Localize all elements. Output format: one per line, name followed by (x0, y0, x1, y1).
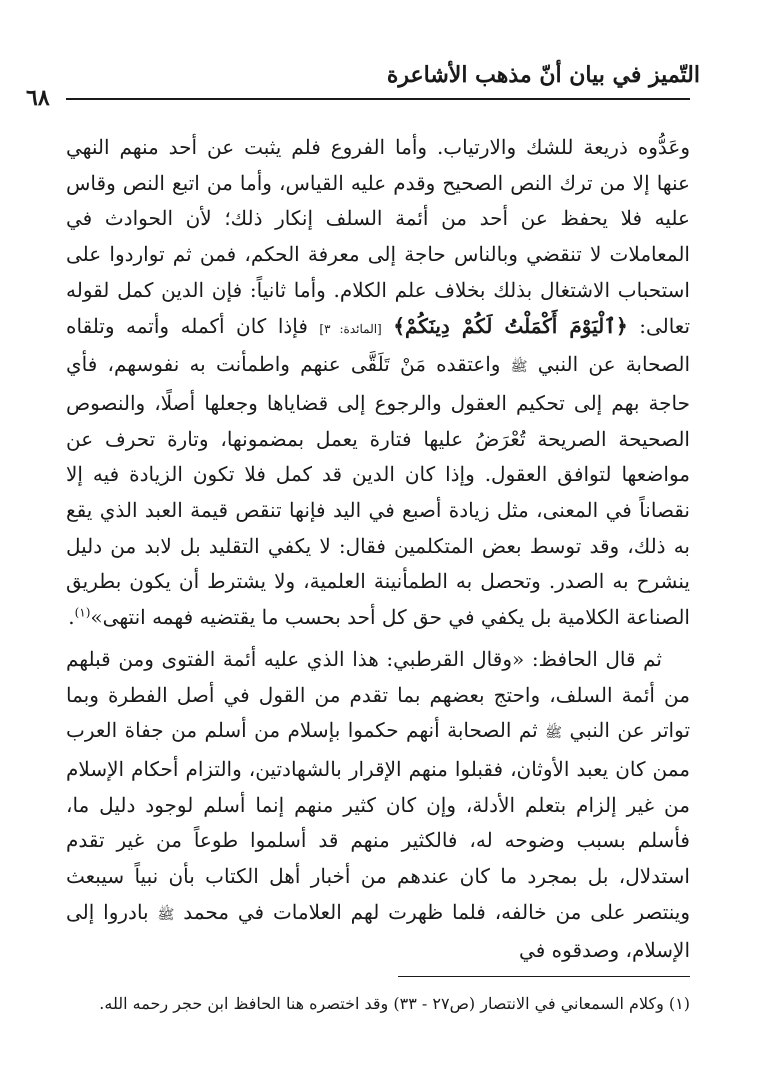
paragraph-1-text-b: فإذا كان أكمله وأتمه وتلقاه الصحابة عن النبي (66, 313, 690, 377)
quran-verse: ﴿ٱلْيَوْمَ أَكْمَلْتُ لَكُمْ دِينَكُمْ﴾ (393, 313, 628, 338)
footnote-rule (398, 976, 690, 977)
paragraph-2-text-b: ثم الصحابة أنهم حكموا بإسلام من أسلم من جفاة العرب ممن كان يعبد الأوثان، فقبلوا منهم الإقرار بالشهادتين، والتزام أحكام الإسلام من غير إلزام بتعلم الأدلة، وإن كان كثير منهم إنما أسلم لوجود دليل ما، فأسلم بسبب وضوحه له، فالكثير منهم قد أسلموا طوعاً من غير تقدم استدلال، بل بمجرد ما كان عندهم من أخبار أهل الكتاب بأن نبياً سيبعث وينتصر على من خالفه، فلما ظهرت لهم العلامات في محمد (66, 718, 691, 924)
footnote-end: . (99, 994, 105, 1013)
header-rule (66, 98, 690, 100)
paragraph-2-text-a: ثم قال الحافظ: «وقال القرطبي: هذا الذي عليه أئمة الفتوى ومن قبلهم من أئمة السلف، واحتج بعضهم بما تقدم من القول في أصل الفطرة وبما تواتر عن النبي (66, 646, 691, 743)
footnote-honorific: رحمه الله (104, 994, 169, 1013)
paragraph-1-end: . (68, 605, 75, 630)
footnote-reference[interactable]: (١) (74, 605, 91, 620)
salutation-symbol: ﷺ (157, 906, 175, 923)
paragraph-1 (66, 130, 690, 636)
paragraph-2 (66, 642, 690, 969)
salutation-symbol: ﷺ (545, 725, 563, 742)
paragraph-2-text-c: بادروا إلى الإسلام، وصدقوه في (66, 899, 690, 963)
footnote-text: (١) وكلام السمعاني في الانتصار (ص٢٧ - ٣٣) وقد اختصره هنا الحافظ ابن حجر (173, 994, 690, 1013)
main-text (66, 130, 690, 969)
footnote (66, 992, 690, 1016)
verse-citation: [المائدة: ٣] (319, 321, 382, 336)
paragraph-1-text-c: واعتقده مَنْ تَلَقَّى عنهم واطمأنت به نفوسهم، فأي حاجة بهم إلى تحكيم العقول والرجوع إلى قضاياها وجعلها أصلًا، والنصوص الصحيحة الصريحة تُعْرَضُ عليها فتارة يعمل بمضمونها، وتارة تحرف عن مواضعها لتوافق العقول. وإذا كان الدين قد كمل فلا تكون الزيادة فيه إلا نقصاناً في المعنى، مثل زيادة أصبع في اليد فإنها تنقص قيمة العبد الذي يقع به ذلك، وقد توسط بعض المتكلمين فقال: لا يكفي التقليد بل لابد من دليل ينشرح به الصدر. وتحصل به الطمأنينة العلمية، ولا يشترط أن يكون بطريق الصناعة الكلامية بل يكفي في حق كل أحد بحسب ما يقتضيه فهمه انتهى» (66, 352, 690, 630)
salutation-symbol: ﷺ (510, 359, 528, 376)
page-number: ٦٨ (18, 86, 58, 110)
paragraph-1-text-a: وعَدُّوه ذريعة للشك والارتياب. وأما الفروع فلم يثبت عن أحد منهم النهي عنها إلا من ترك النص الصحيح وقدم عليه القياس، وأما من اتبع النص وقاس عليه فلا يحفظ عن أحد من أئمة السلف إنكار ذلك؛ لأن الحوادث في المعاملات لا تنقضي وبالناس حاجة إلى معرفة الحكم، فمن ثم تواردوا على استحباب الاشتغال بذلك بخلاف علم الكلام. وأما ثانياً: فإن الدين كمل لقوله تعالى: (66, 135, 691, 338)
running-header-title: التّميز في بيان أنّ مذهب الأشاعرة (386, 62, 700, 88)
